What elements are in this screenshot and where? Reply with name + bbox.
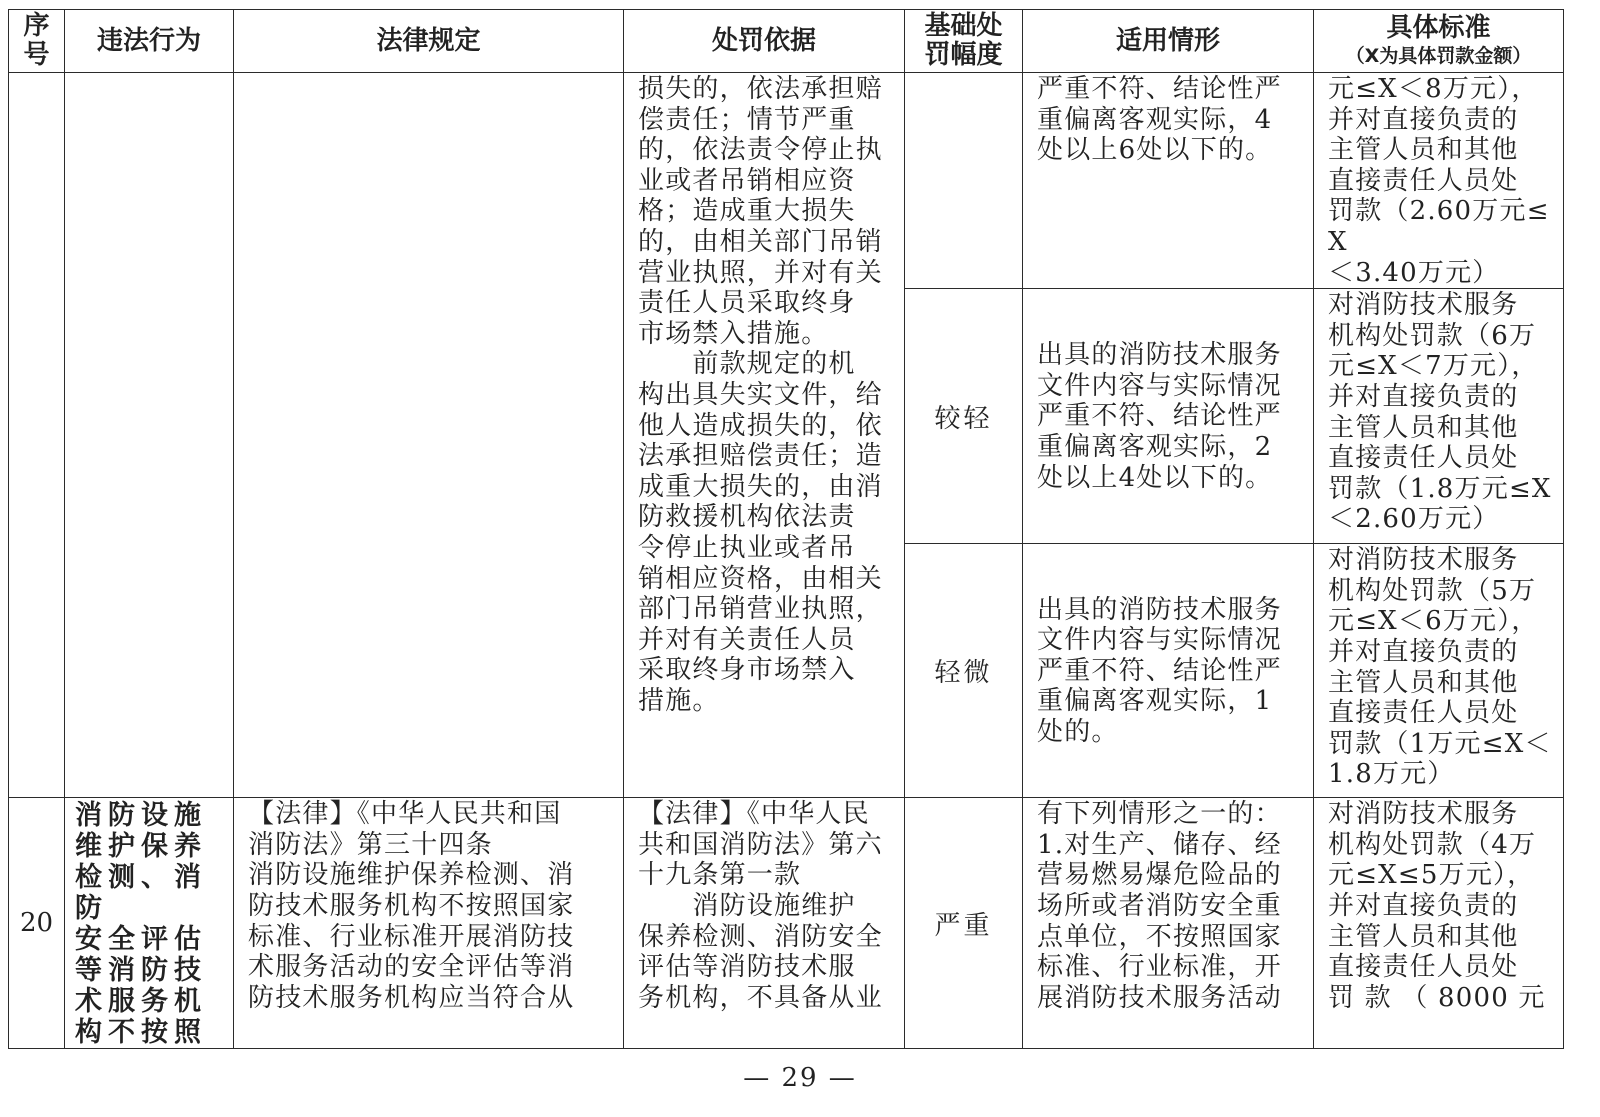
row19-situation-text-slight: 出具的消防技术服务 文件内容与实际情况 严重不符、结论性严 重偏离客观实际，1 处的。	[1037, 594, 1282, 748]
header-degree: 基础处 罚幅度	[905, 10, 1023, 73]
table-header-row	[9, 10, 1564, 73]
row19-standard-cell	[1314, 73, 1564, 289]
row19-situation-text-minor: 出具的消防技术服务 文件内容与实际情况 严重不符、结论性严 重偏离客观实际，2 处以上4处以下的。	[1037, 340, 1282, 493]
row19-degree-cell	[905, 73, 1023, 289]
row20-degree-cell: 严重	[905, 798, 1023, 1049]
header-basis: 处罚依据	[624, 10, 905, 73]
header-law: 法律规定	[234, 10, 624, 73]
header-situation: 适用情形	[1023, 10, 1314, 73]
row20-behavior-text: 消防设施 维护保养 检测、消防 安全评估 等消防技 术服务机 构不按照	[75, 800, 207, 1049]
row19-behavior-cell	[65, 73, 234, 798]
row20-seq-cell: 20	[9, 798, 65, 1049]
header-seq: 序 号	[9, 10, 65, 73]
header-standard-subtitle: （X为具体罚款金额）	[1345, 44, 1532, 67]
row20-situation-text: 有下列情形之一的： 1.对生产、储存、经 营易燃易爆危险品的 场所或者消防安全重 点单位，不按照国家 标准、行业标准，开 展消防技术服务活动	[1037, 799, 1282, 1013]
row20-situation-cell	[1023, 798, 1314, 1049]
header-standard	[1314, 10, 1564, 73]
row19-standard-text: 元≤X＜8万元）， 并对直接负责的 主管人员和其他 直接责任人员处 罚款（2.60万元≤X ＜3.40万元）	[1328, 74, 1550, 288]
row20-basis-cell	[624, 798, 905, 1049]
penalty-standard-table	[8, 9, 1564, 1049]
page-number: — 29 —	[743, 1063, 857, 1093]
row20-basis-text: 【法律】《中华人民 共和国消防法》第六 十九条第一款 消防设施维护 保养检测、消防安全 评估等消防技术服 务机构，不具备从业	[638, 799, 883, 1013]
table-row	[9, 73, 1564, 289]
row20-behavior-cell	[65, 798, 234, 1049]
row19-situation-cell-slight	[1023, 544, 1314, 798]
header-behavior: 违法行为	[65, 10, 234, 73]
row19-situation-text: 严重不符、结论性严 重偏离客观实际，4 处以上6处以下的。	[1037, 74, 1282, 166]
row19-basis-text: 损失的，依法承担赔 偿责任；情节严重 的，依法责令停止执 业或者吊销相应资 格；造成重大损失 的，由相关部门吊销 营业执照，并对有关 责任人员采取终身 市场禁入措施。 前款规定的机 构出具失实文件，给 他人造成损失的，依 法承担赔偿责任；造 成重大损失的，由消 防救援机构依法责 令停止执业或者吊 销相应资格，由相关 部门吊销营业执照， 并对有关责任人员 采取终身市场禁入 措施。	[638, 74, 883, 716]
row19-standard-cell-minor	[1314, 289, 1564, 544]
row19-degree-cell-slight: 轻微	[905, 544, 1023, 798]
row20-standard-cell	[1314, 798, 1564, 1049]
row19-degree-cell-minor: 较轻	[905, 289, 1023, 544]
row19-law-cell	[234, 73, 624, 798]
header-standard-title: 具体标准	[1386, 12, 1491, 43]
row20-law-cell	[234, 798, 624, 1049]
row19-situation-cell-minor	[1023, 289, 1314, 544]
table-row	[9, 798, 1564, 1049]
row19-basis-cell	[624, 73, 905, 798]
row19-standard-text-slight: 对消防技术服务 机构处罚款（5万 元≤X＜6万元）， 并对直接负责的 主管人员和其他 直接责任人员处 罚款（1万元≤X＜ 1.8万元）	[1328, 545, 1552, 790]
row20-law-text: 【法律】《中华人民共和国 消防法》第三十四条 消防设施维护保养检测、消 防技术服务机构不按照国家 标准、行业标准开展消防技 术服务活动的安全评估等消 防技术服务机构应当符合从	[248, 799, 575, 1013]
row19-standard-cell-slight	[1314, 544, 1564, 798]
row19-situation-cell	[1023, 73, 1314, 289]
row19-seq-cell	[9, 73, 65, 798]
row20-standard-text: 对消防技术服务 机构处罚款（4万 元≤X≤5万元）， 并对直接负责的 主管人员和其他 直接责任人员处 罚 款 （ 8000 元	[1328, 799, 1546, 1013]
row19-standard-text-minor: 对消防技术服务 机构处罚款（6万 元≤X＜7万元）， 并对直接负责的 主管人员和其他 直接责任人员处 罚款（1.8万元≤X ＜2.60万元）	[1328, 290, 1552, 535]
